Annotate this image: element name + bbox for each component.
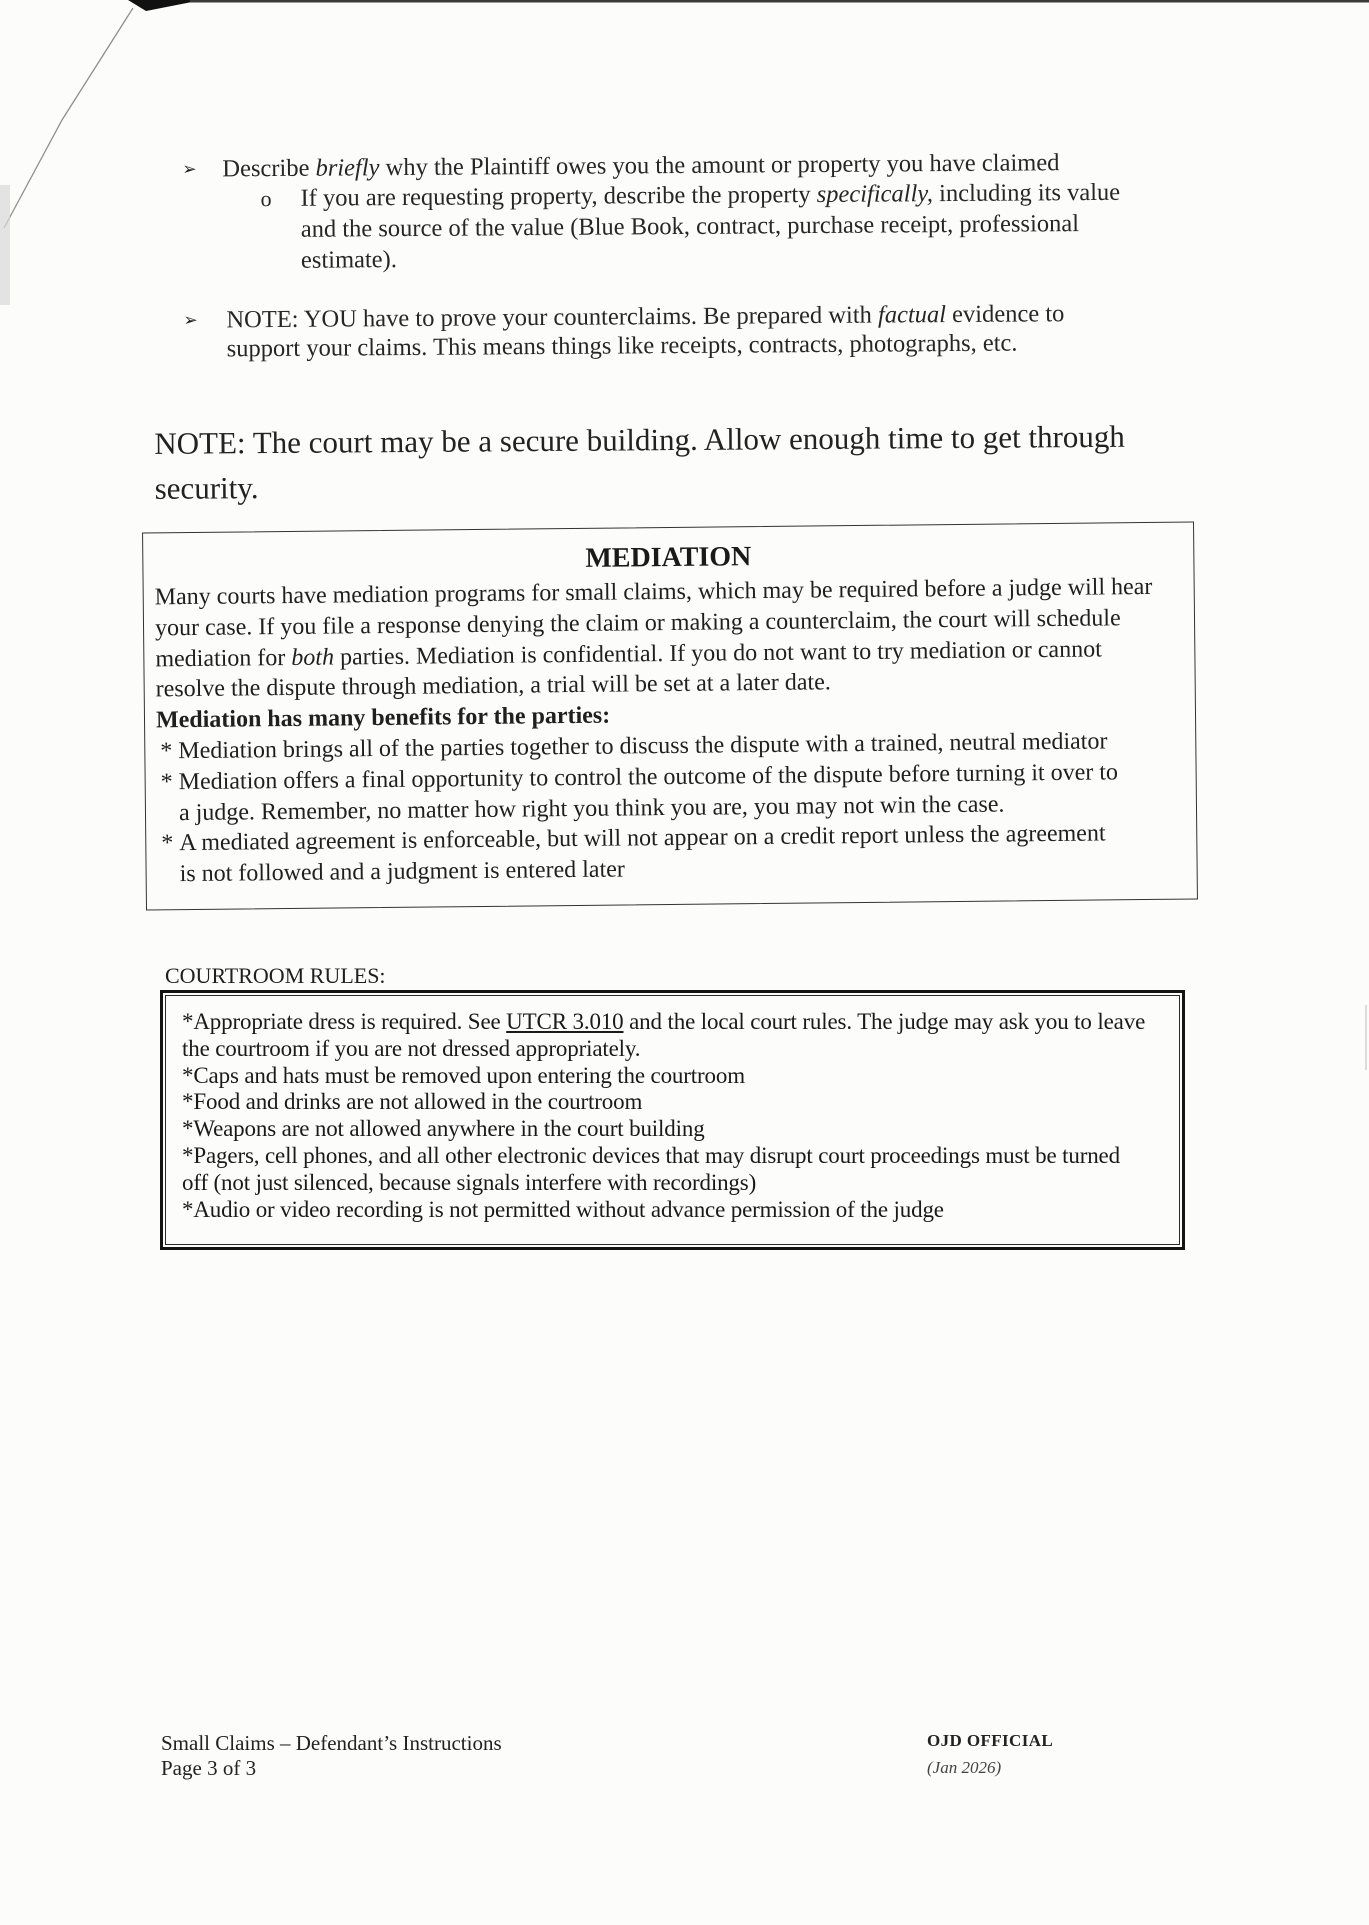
rule-line: *Weapons are not allowed anywhere in the court building <box>182 1116 705 1142</box>
sub-bullet-property-line <box>300 178 1120 214</box>
asterisk-bullet: * <box>160 768 173 796</box>
benefit-item-continuation: is not followed and a judgment is entered later <box>179 856 625 888</box>
emphasis-text: both <box>291 644 335 671</box>
bullet-text: Describe <box>222 154 316 183</box>
arrowhead-bullet-icon: ➢ <box>182 159 197 180</box>
arrowhead-bullet-icon: ➢ <box>183 310 198 331</box>
rule-line: the courtroom if you are not dressed appropriately. <box>182 1035 641 1061</box>
rule-line: *Caps and hats must be removed upon entering the courtroom <box>182 1062 745 1088</box>
bullet-prove-counterclaims: support your claims. This means things like receipts, contracts, photographs, etc. <box>226 329 1018 363</box>
mediation-paragraph-line: resolve the dispute through mediation, a trial will be set at a later date. <box>155 669 831 703</box>
rule-line: *Food and drinks are not allowed in the courtroom <box>182 1089 643 1115</box>
benefit-text: Mediation brings all of the parties together to discuss the dispute with a trained, neutral mediator <box>178 728 1108 765</box>
bullet-text: why the Plaintiff owes you the amount or property you have claimed <box>379 149 1060 182</box>
document-footer-left <box>161 1731 502 1781</box>
emphasis-text: briefly <box>315 154 380 182</box>
emphasis-text: specifically, <box>816 180 934 208</box>
utcr-rule-reference: UTCR 3.010 <box>506 1009 624 1034</box>
benefits-heading: Mediation has many benefits for the parties: <box>155 702 611 734</box>
mediation-title: MEDIATION <box>585 541 752 574</box>
page-number: Page 3 of 3 <box>161 1756 257 1780</box>
courtroom-rules-text <box>182 1009 1145 1223</box>
mediation-paragraph-line: your case. If you file a response denying the claim or making a counterclaim, the court will schedule <box>154 605 1121 642</box>
mediation-text <box>155 572 1156 890</box>
emphasis-text: factual <box>877 301 947 329</box>
rule-text: *Appropriate dress is required. See <box>182 1009 507 1034</box>
ojd-official-mark: OJD OFFICIAL <box>927 1731 1054 1750</box>
paragraph-text: parties. Mediation is confidential. If you do not want to try mediation or cannot <box>333 636 1102 671</box>
rule-line: *Pagers, cell phones, and all other electronic devices that may disrupt court proceedings must be turned <box>182 1142 1120 1168</box>
document-footer-right <box>927 1727 1053 1781</box>
counterclaim-instructions <box>0 0 1369 525</box>
bullet-text: NOTE: YOU have to prove your counterclaims. Be prepared with <box>226 301 879 334</box>
benefit-item-continuation: a judge. Remember, no matter how right you think you are, you may not win the case. <box>178 791 1005 826</box>
rule-line: off (not just silenced, because signals interfere with recordings) <box>182 1169 757 1195</box>
bullet-text: evidence to <box>945 300 1065 329</box>
sub-bullet-property-line: estimate). <box>300 246 398 274</box>
sub-bullet-marker: o <box>260 185 272 212</box>
bullet-text: including its value <box>932 178 1121 208</box>
security-note: NOTE: The court may be a secure building. Allow enough time to get through <box>154 418 1125 461</box>
benefit-text: Mediation offers a final opportunity to control the outcome of the dispute before turning it over to <box>178 759 1119 795</box>
rule-line: *Audio or video recording is not permitted without advance permission of the judge <box>182 1196 944 1222</box>
rule-line <box>182 1009 1145 1036</box>
sub-bullet-property-line: and the source of the value (Blue Book, contract, purchase receipt, professional <box>300 210 1080 243</box>
revision-date: (Jan 2026) <box>927 1758 1002 1777</box>
asterisk-bullet: * <box>160 738 173 765</box>
mediation-paragraph-line: Many courts have mediation programs for small claims, which may be required before a judge will hear <box>154 573 1153 611</box>
security-note: security. <box>154 470 259 506</box>
rule-text: and the local court rules. The judge may ask you to leave <box>623 1009 1146 1034</box>
bullet-text: If you are requesting property, describe the property <box>300 180 817 212</box>
benefit-text: A mediated agreement is enforceable, but will not appear on a credit report unless the agreement <box>179 820 1106 857</box>
courtroom-rules-box <box>160 990 1185 1250</box>
asterisk-bullet: * <box>161 830 174 857</box>
document-title: Small Claims – Defendant’s Instructions <box>161 1731 502 1755</box>
courtroom-rules-heading: COURTROOM RULES: <box>165 963 386 988</box>
paragraph-text: mediation for <box>155 644 292 672</box>
mediation-box <box>142 522 1198 911</box>
